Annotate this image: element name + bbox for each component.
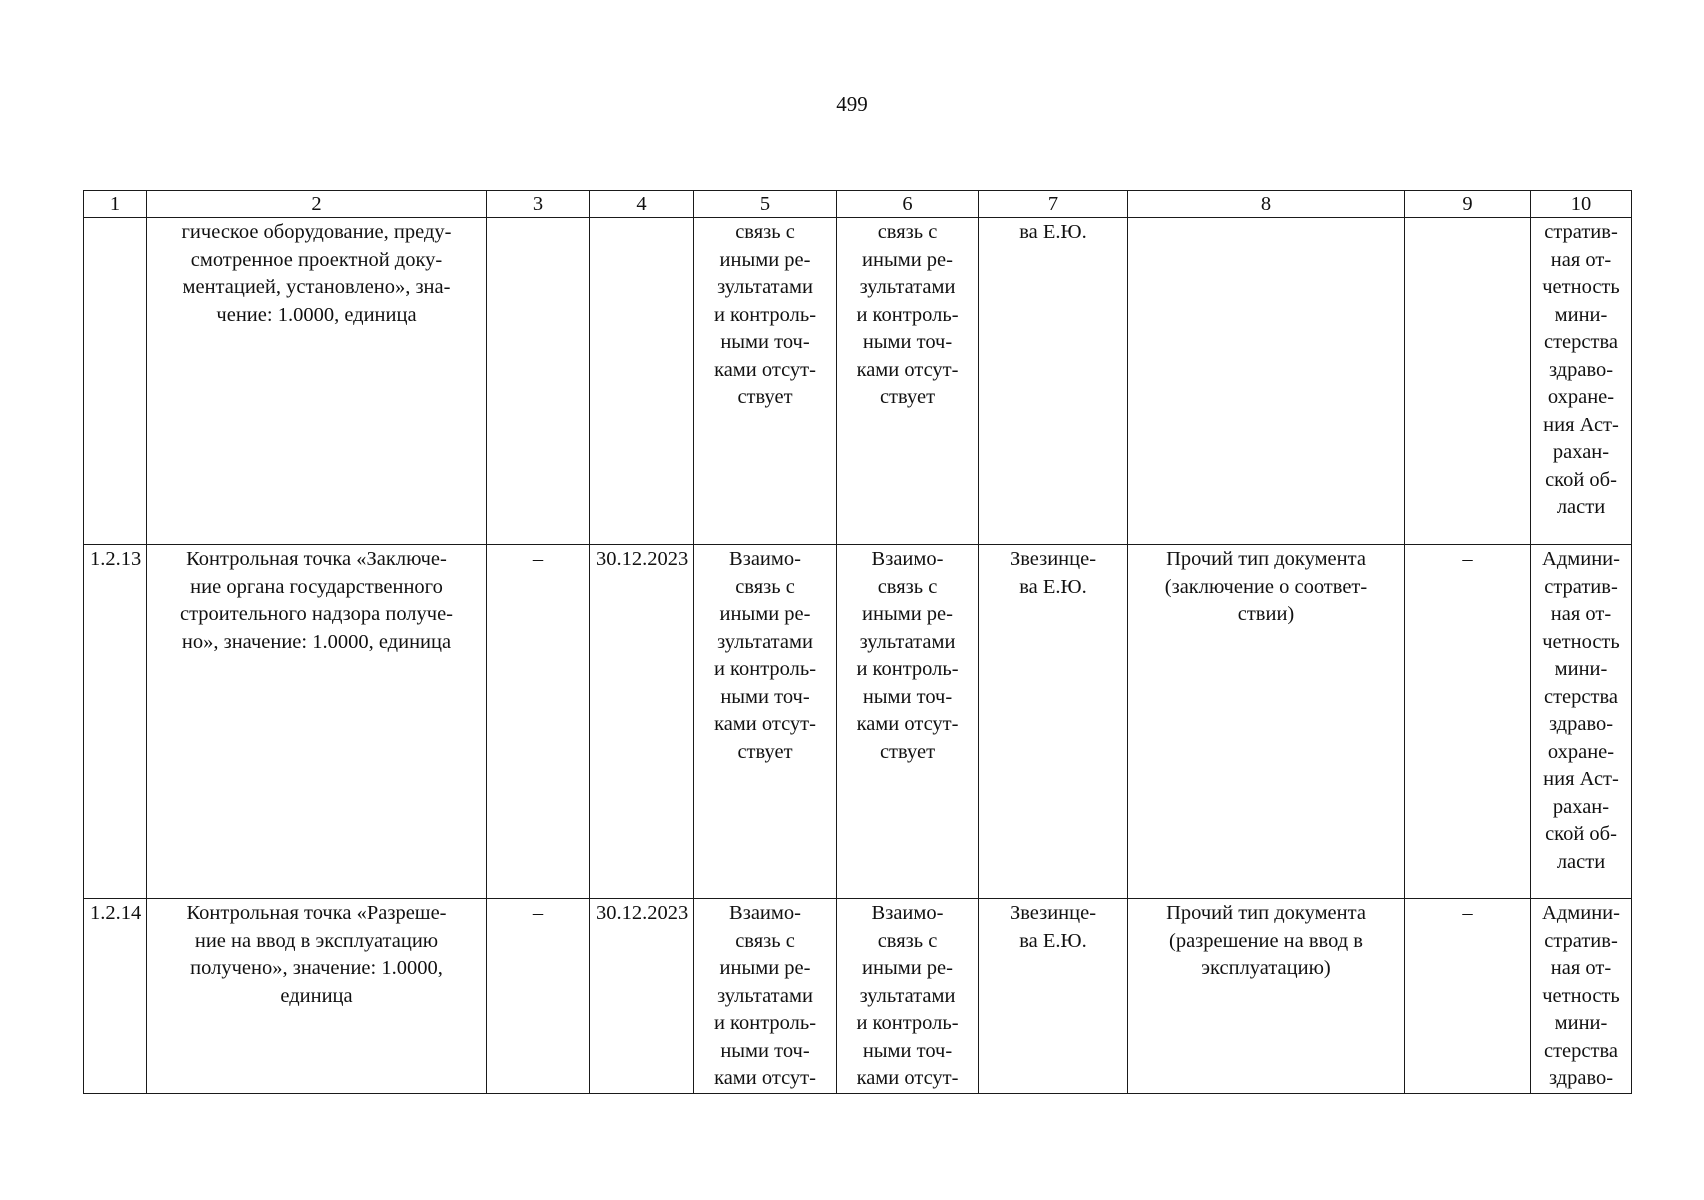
column-9-cell: – xyxy=(1405,899,1531,1094)
column-5-cell: Взаимо- связь с иными ре- зультатами и контроль- ными точ- ками отсут- ствует xyxy=(694,545,837,899)
column-9-cell xyxy=(1405,218,1531,545)
column-header: 8 xyxy=(1128,191,1405,218)
column-6-cell: связь с иными ре- зультатами и контроль- ными точ- ками отсут- ствует xyxy=(837,218,979,545)
document-type-cell: Прочий тип документа (разрешение на ввод в эксплуатацию) xyxy=(1128,899,1405,1094)
control-point-name-cell: Контрольная точка «Заключе- ние органа государственного строительного надзора получе- но», значение: 1.0000, единица xyxy=(147,545,487,899)
date-cell xyxy=(590,218,694,545)
page-number: 499 xyxy=(836,92,868,116)
responsible-cell: ва Е.Ю. xyxy=(979,218,1128,545)
table-row xyxy=(84,218,1632,545)
document-type-cell xyxy=(1128,218,1405,545)
source-cell: Админи- стратив- ная от- четность мини- стерства здраво- xyxy=(1531,899,1632,1094)
row-number-cell: 1.2.13 xyxy=(84,545,147,899)
date-cell: 30.12.2023 xyxy=(590,899,694,1094)
column-header: 7 xyxy=(979,191,1128,218)
column-5-cell: связь с иными ре- зультатами и контроль- ными точ- ками отсут- ствует xyxy=(694,218,837,545)
control-point-name-cell: Контрольная точка «Разреше- ние на ввод в эксплуатацию получено», значение: 1.0000, единица xyxy=(147,899,487,1094)
column-9-cell: – xyxy=(1405,545,1531,899)
column-header: 5 xyxy=(694,191,837,218)
source-cell: стратив- ная от- четность мини- стерства здраво- охране- ния Аст- рахан- ской об- ласти xyxy=(1531,218,1632,545)
column-header: 9 xyxy=(1405,191,1531,218)
column-header: 4 xyxy=(590,191,694,218)
responsible-cell: Звезинце- ва Е.Ю. xyxy=(979,899,1128,1094)
column-3-cell: – xyxy=(487,899,590,1094)
column-header: 10 xyxy=(1531,191,1632,218)
control-points-table xyxy=(83,190,1632,1094)
column-header: 1 xyxy=(84,191,147,218)
column-number-row xyxy=(84,191,1632,218)
source-cell: Админи- стратив- ная от- четность мини- стерства здраво- охране- ния Аст- рахан- ской об- ласти xyxy=(1531,545,1632,899)
row-number-cell: 1.2.14 xyxy=(84,899,147,1094)
column-6-cell: Взаимо- связь с иными ре- зультатами и контроль- ными точ- ками отсут- ствует xyxy=(837,545,979,899)
column-3-cell: – xyxy=(487,545,590,899)
column-header: 3 xyxy=(487,191,590,218)
table-row xyxy=(84,899,1632,1094)
column-3-cell xyxy=(487,218,590,545)
responsible-cell: Звезинце- ва Е.Ю. xyxy=(979,545,1128,899)
document-type-cell: Прочий тип документа (заключение о соответ- ствии) xyxy=(1128,545,1405,899)
column-header: 2 xyxy=(147,191,487,218)
control-point-name-cell: гическое оборудование, преду- смотренное проектной доку- ментацией, установлено», зна- чение: 1.0000, единица xyxy=(147,218,487,545)
column-5-cell: Взаимо- связь с иными ре- зультатами и контроль- ными точ- ками отсут- xyxy=(694,899,837,1094)
table-row xyxy=(84,545,1632,899)
row-number-cell xyxy=(84,218,147,545)
date-cell: 30.12.2023 xyxy=(590,545,694,899)
column-6-cell: Взаимо- связь с иными ре- зультатами и контроль- ными точ- ками отсут- xyxy=(837,899,979,1094)
column-header: 6 xyxy=(837,191,979,218)
